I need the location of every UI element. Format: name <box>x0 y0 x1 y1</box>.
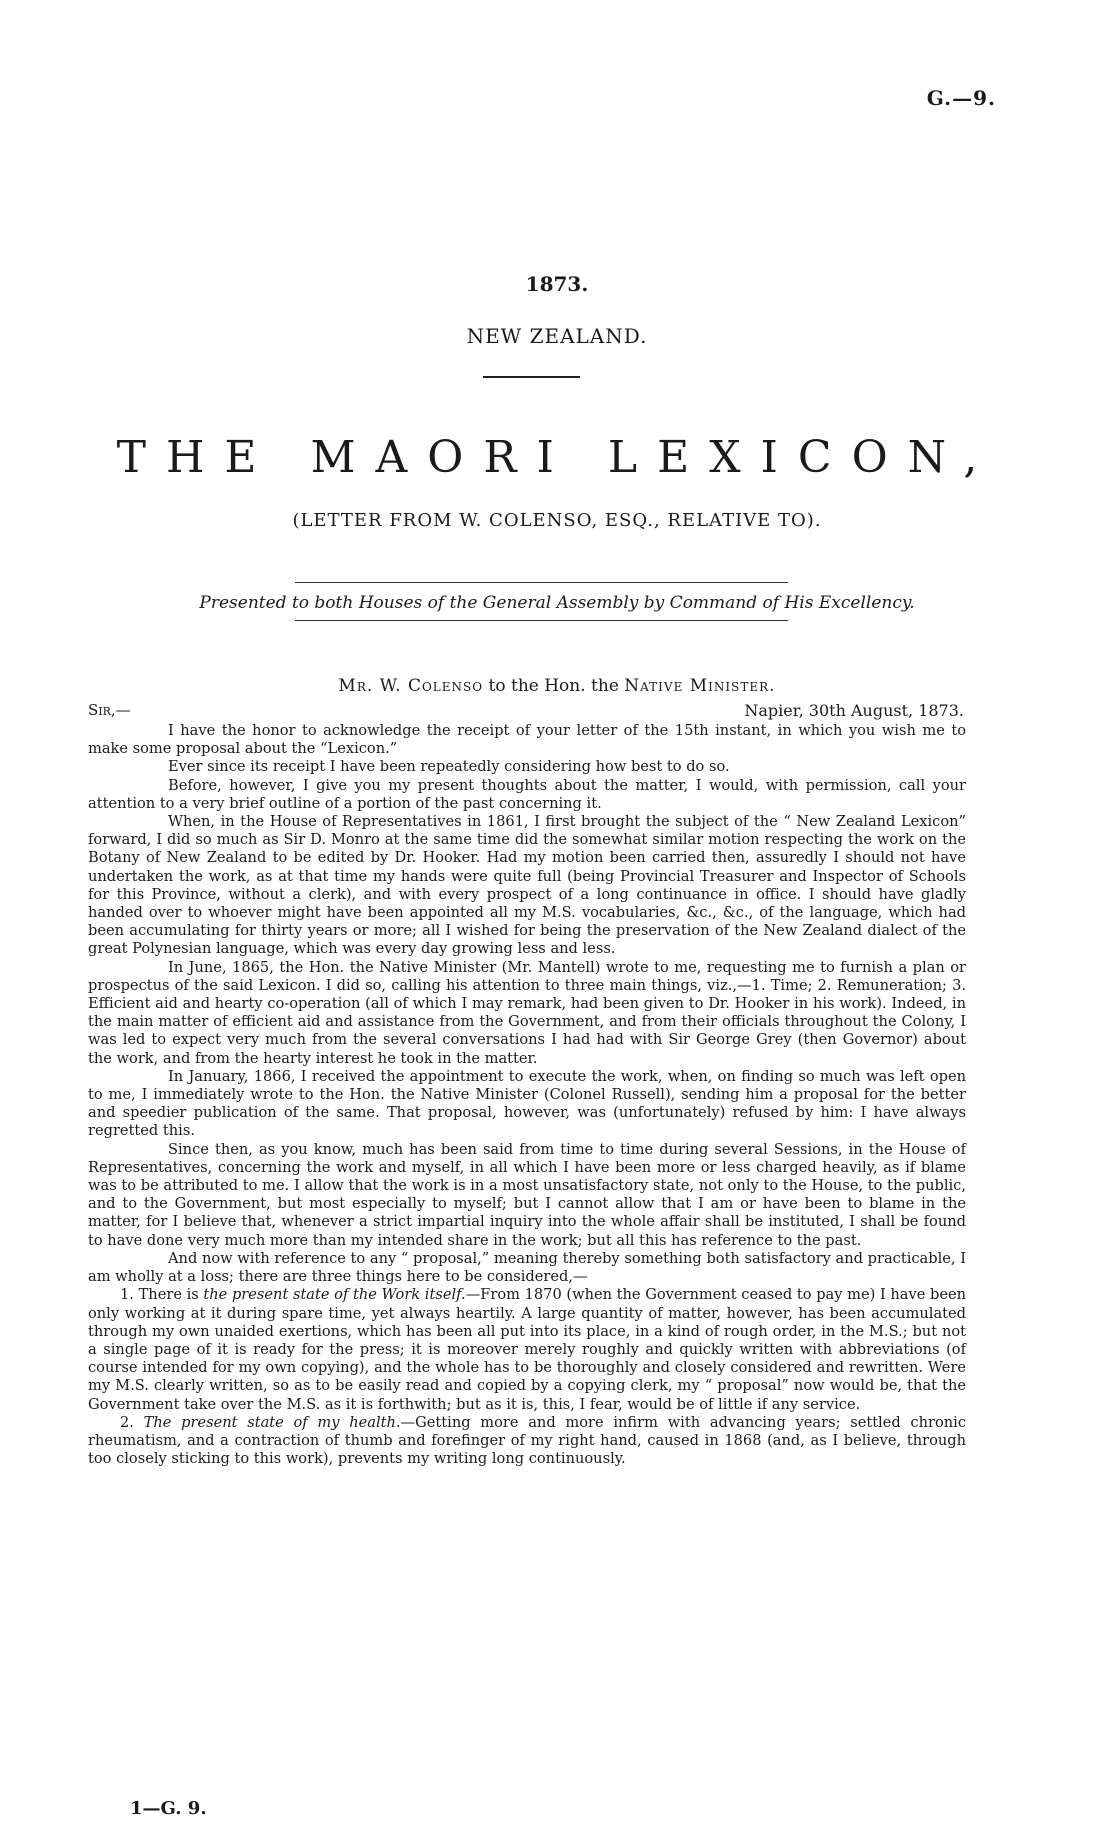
letter-from: Mr. W. Colenso <box>338 676 484 696</box>
signature-mark: 1—G. 9. <box>130 1798 207 1819</box>
list-item-1 <box>88 1286 966 1413</box>
paragraph: In January, 1866, I received the appointment to execute the work, when, on finding so much was left open to me, I immediately wrote to the Hon. the Native Minister (Colonel Russell), sending him a proposal for the better and speedier publication of the same. That proposal, however, was (unfortunately) refused by him: I have always regretted this. <box>88 1067 966 1140</box>
page-id: G.—9. <box>926 86 996 110</box>
item1-number: 1. There is <box>120 1286 199 1304</box>
letter-to-word: to the Hon. the <box>488 676 619 696</box>
item2-title: The present state of my health. <box>143 1413 401 1431</box>
paragraph: In June, 1865, the Hon. the Native Minister (Mr. Mantell) wrote to me, requesting me to furnish a plan or prospectus of the said Lexicon. I did so, calling his attention to three main things, viz.,—1. Time; 2. Remuneration; 3. Efficient aid and hearty co-operation (all of which I may remark, had been given to Dr. Hooker in his work). Indeed, in the main matter of efficient aid and assistance from the Government, and from their officials throughout the Colony, I was led to expect very much from the several conversations I had had with Sir George Grey (then Governor) about the work, and from the hearty interest he took in the matter. <box>88 958 966 1067</box>
item2-number: 2. <box>120 1413 134 1431</box>
divider-top <box>295 582 788 583</box>
letter-heading <box>0 676 1114 696</box>
main-title: THE MAORI LEXICON, <box>116 432 998 483</box>
letter-body <box>88 722 966 1468</box>
paragraph: I have the honor to acknowledge the receipt of your letter of the 15th instant, in which you wish me to make some proposal about the “Lexicon.” <box>88 722 966 758</box>
subtitle: (LETTER FROM W. COLENSO, ESQ., RELATIVE TO). <box>292 510 822 531</box>
list-item-2 <box>88 1414 966 1469</box>
item1-text: —From 1870 (when the Government ceased to pay me) I have been only working at it during spare time, yet always heartily. A large quantity of matter, however, has been accumulated through my own unaided exertions, which has been all put into its place, in a kind of rough order, in the M.S.; but not a single page of it is ready for the press; it is moreover merely roughly and quickly written with abbreviations (of course intended for my own copying), and the whole has to be thoroughly and closely considered and rewritten. Were my M.S. clearly written, so as to be easily read and copied by a copying clerk, my “ proposal” now would be, that the Government take over the M.S. as it is forthwith; but as it is, this, I fear, would be of little if any service. <box>88 1286 967 1413</box>
dateline: Napier, 30th August, 1873. <box>744 701 964 720</box>
paragraph: Ever since its receipt I have been repeatedly considering how best to do so. <box>168 758 730 776</box>
year: 1873. <box>525 272 589 296</box>
country: NEW ZEALAND. <box>466 324 648 348</box>
paragraph: Since then, as you know, much has been said from time to time during several Sessions, in the House of Representatives, concerning the work and myself, in all which I have been more or less charged heavily, as if blame was to be attributed to me. I allow that the work is in a most unsatisfactory state, not only to the House, to the public, and to the Government, but most especially to myself; but I cannot allow that I am or have been to blame in the matter, for I believe that, whenever a strict impartial inquiry into the whole affair shall be instituted, I shall be found to have done very much more than my intended share in the work; but all this has reference to the past. <box>88 1140 966 1249</box>
item2-text: —Getting more and more infirm with advancing years; settled chronic rheumatism, and a contraction of thumb and forefinger of my right hand, caused in 1868 (and, as I believe, through too closely sticking to this work), prevents my writing long continuously. <box>88 1413 967 1468</box>
paragraph: When, in the House of Representatives in 1861, I first brought the subject of the “ New Zealand Lexicon” forward, I did so much as Sir D. Monro at the same time did the somewhat similar motion respecting the work on the Botany of New Zealand to be edited by Dr. Hooker. Had my motion been carried then, assuredly I should not have undertaken the work, as at that time my hands were quite full (being Provincial Treasurer and Inspector of Schools for this Province, without a clerk), and with every prospect of a long continuance in office. I should have gladly handed over to whoever might have been appointed all my M.S. vocabularies, &c., &c., of the language, which had been accumulating for thirty years or more; all I wished for being the preservation of the New Zealand dialect of the great Polynesian language, which was every day growing less and less. <box>88 813 966 958</box>
salutation: Sir,— <box>88 701 131 719</box>
paragraph: And now with reference to any “ proposal,” meaning thereby something both satisfactory and practicable, I am wholly at a loss; there are three things here to be considered,— <box>88 1249 966 1286</box>
letter-recipient: Native Minister. <box>624 676 776 696</box>
divider-short <box>483 376 580 378</box>
divider-bottom <box>295 620 788 621</box>
paragraph: Before, however, I give you my present thoughts about the matter, I would, with permission, call your attention to a very brief outline of a portion of the past concerning it. <box>88 776 966 812</box>
item1-title: the present state of the Work itself. <box>203 1286 466 1304</box>
presented-line: Presented to both Houses of the General Assembly by Command of His Excellency. <box>199 593 915 613</box>
